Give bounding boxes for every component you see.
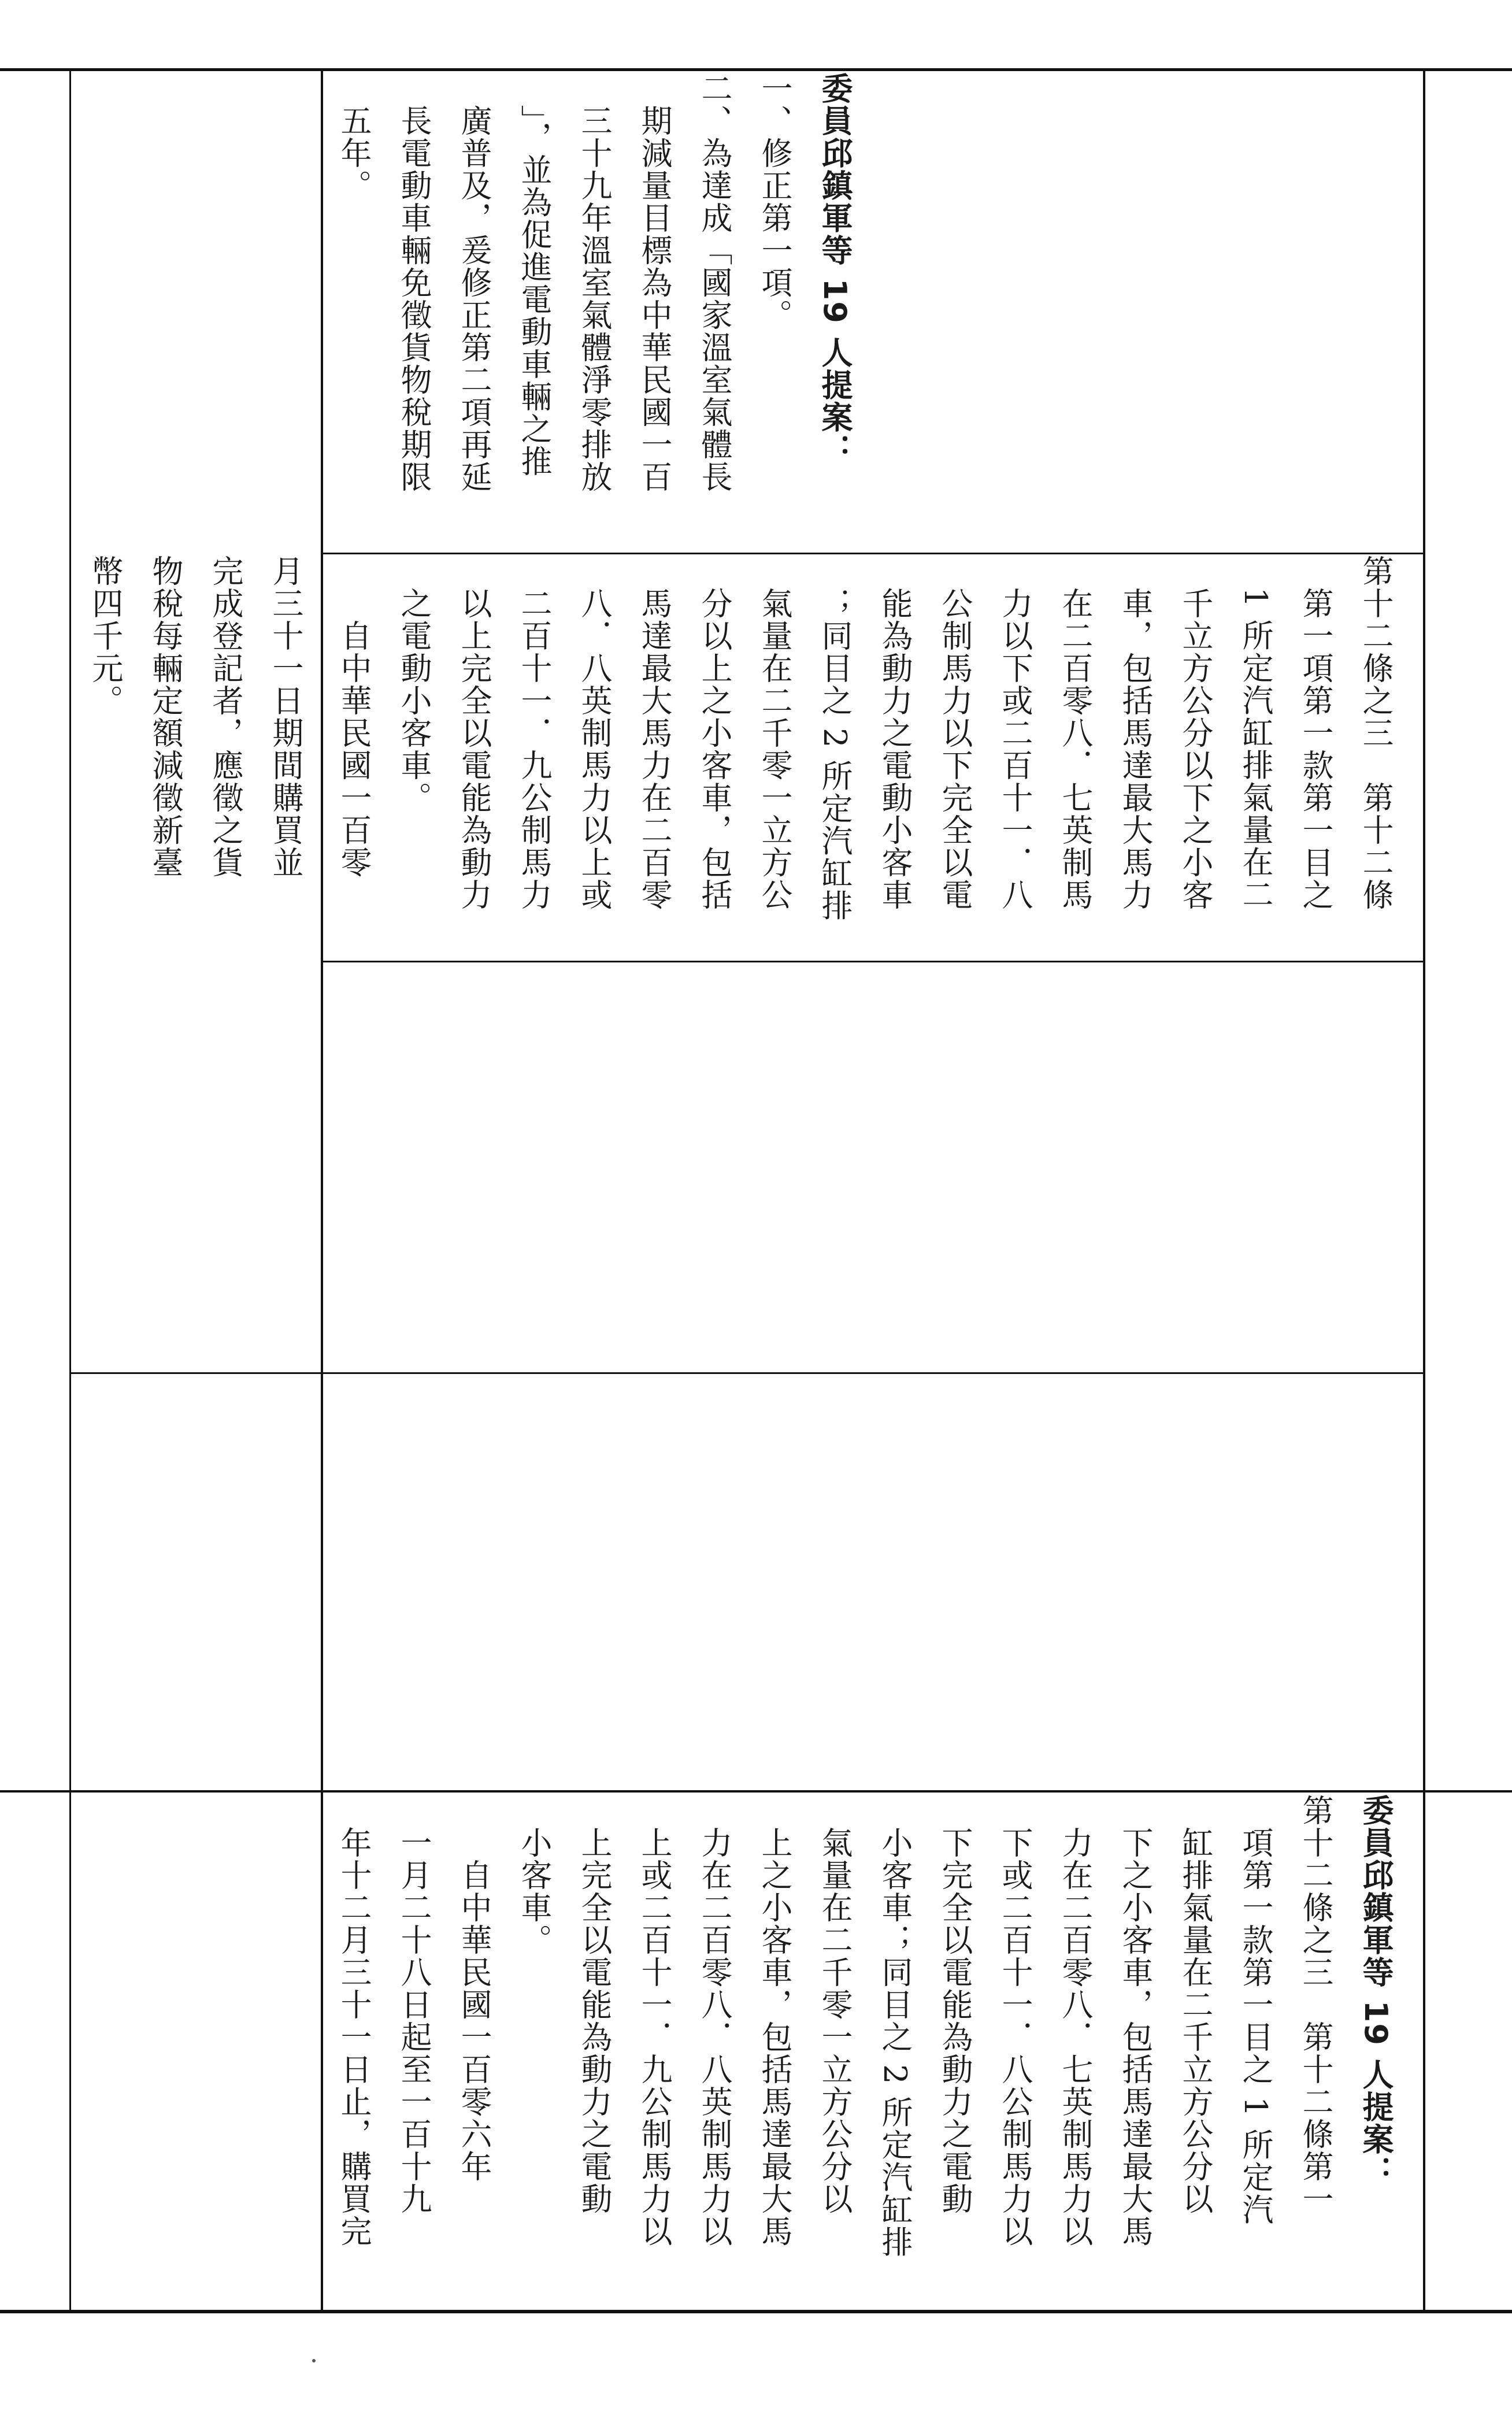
- text-line: 在二百零八．七英制馬: [1057, 555, 1094, 911]
- text-line: 上或二百十一．九公制馬力以: [636, 1794, 673, 2247]
- text-line: 以上完全以電能為動力: [456, 555, 492, 911]
- text-line: 第十二條之三 第十二條: [1358, 555, 1394, 911]
- text-line: 下完全以電能為動力之電動: [937, 1794, 973, 2215]
- text-line: 氣量在二千零一立方公: [757, 555, 793, 911]
- text-line: 自中華民國一百零: [336, 555, 372, 879]
- column-divider-4: [321, 961, 1425, 962]
- text-line: 1 所定汽缸排氣量在二: [1237, 555, 1274, 911]
- text-line: 長電動車輛免徵貨物稅期限: [396, 72, 432, 493]
- text-line: 三十九年溫室氣體淨零排放: [576, 72, 613, 493]
- text-line: 下之小客車，包括馬達最大馬: [1117, 1794, 1154, 2247]
- text-line: 第十二條之三 第十二條第一: [1298, 1794, 1334, 2215]
- column-divider-1: [69, 68, 71, 2311]
- text-line: 二百十一．九公制馬力: [516, 555, 553, 911]
- text-line: 小客車。: [516, 1794, 553, 1956]
- text-line: 物稅每輛定額減徵新臺: [147, 555, 184, 879]
- text-line: 車，包括馬達最大馬力: [1117, 555, 1154, 911]
- note-heading: 委員邱鎮軍等 19 人提案：: [817, 72, 853, 466]
- proposed-text-cell: [324, 555, 1422, 960]
- text-line: 第一項第一款第一目之: [1298, 555, 1334, 911]
- text-line: 」，並為促進電動車輛之推: [516, 72, 553, 477]
- text-line: ；同目之 2 所定汽缸排: [817, 555, 853, 922]
- text-line: 下或二百十一．八公制馬力以: [997, 1794, 1033, 2247]
- text-line: 力在二百零八．八英制馬力以: [696, 1794, 733, 2247]
- scan-speck: [312, 2359, 316, 2362]
- row-divider: [0, 1790, 1512, 1792]
- text-line: 上完全以電能為動力之電動: [576, 1794, 613, 2215]
- table-right-border: [1423, 68, 1425, 2311]
- text-line: 幣四千元。: [87, 555, 124, 717]
- text-line: 月三十一日期間購買並: [268, 555, 304, 879]
- original-text-column: [75, 555, 316, 954]
- text-line: 期減量目標為中華民國一百: [636, 72, 673, 493]
- text-line: 小客車；同目之 2 所定汽缸排: [877, 1794, 913, 2258]
- bottom-proposed-cell: [324, 1794, 1422, 2308]
- text-line: 千立方公分以下之小客: [1177, 555, 1214, 911]
- text-line: 五年。: [336, 72, 372, 202]
- text-line: 氣量在二千零一立方公分以: [817, 1794, 853, 2215]
- text-line: 廣普及，爰修正第二項再延: [456, 72, 492, 493]
- text-line: 力以下或二百十一．八: [997, 555, 1033, 911]
- text-line: 公制馬力以下完全以電: [937, 555, 973, 911]
- note-cell: [324, 72, 1422, 551]
- text-line: 完成登記者，應徵之貨: [207, 555, 244, 879]
- text-line: 一月二十八日起至一百十九: [396, 1794, 432, 2215]
- note-column: [324, 72, 865, 546]
- column-divider-2: [321, 68, 323, 2311]
- text-line: 二、為達成「國家溫室氣體長: [696, 72, 733, 493]
- table-top-border: [0, 68, 1512, 71]
- original-text-cell: [75, 555, 318, 960]
- text-line: 自中華民國一百零六年: [456, 1794, 492, 2183]
- text-line: 之電動小客車。: [396, 555, 432, 814]
- text-line: 缸排氣量在二千立方公分以: [1177, 1794, 1214, 2215]
- text-line: 能為動力之電動小客車: [877, 555, 913, 911]
- bottom-heading: 委員邱鎮軍等 19 人提案：: [1358, 1794, 1394, 2188]
- text-line: 力在二百零八．七英制馬力以: [1057, 1794, 1094, 2247]
- column-divider-3: [321, 553, 1425, 554]
- text-line: 一、修正第一項。: [757, 72, 793, 331]
- text-line: 八．八英制馬力以上或: [576, 555, 613, 911]
- text-line: 馬達最大馬力在二百零: [636, 555, 673, 911]
- text-line: 分以上之小客車，包括: [696, 555, 733, 911]
- text-line: 上之小客車，包括馬達最大馬: [757, 1794, 793, 2247]
- proposed-text-column: [324, 555, 1406, 954]
- bottom-proposed-column: [324, 1794, 1406, 2303]
- column-divider-5: [69, 1372, 1425, 1374]
- text-line: 項第一款第一目之 1 所定汽: [1237, 1794, 1274, 2226]
- table-bottom-border: [0, 2310, 1512, 2313]
- text-line: 年十二月三十一日止，購買完: [336, 1794, 372, 2247]
